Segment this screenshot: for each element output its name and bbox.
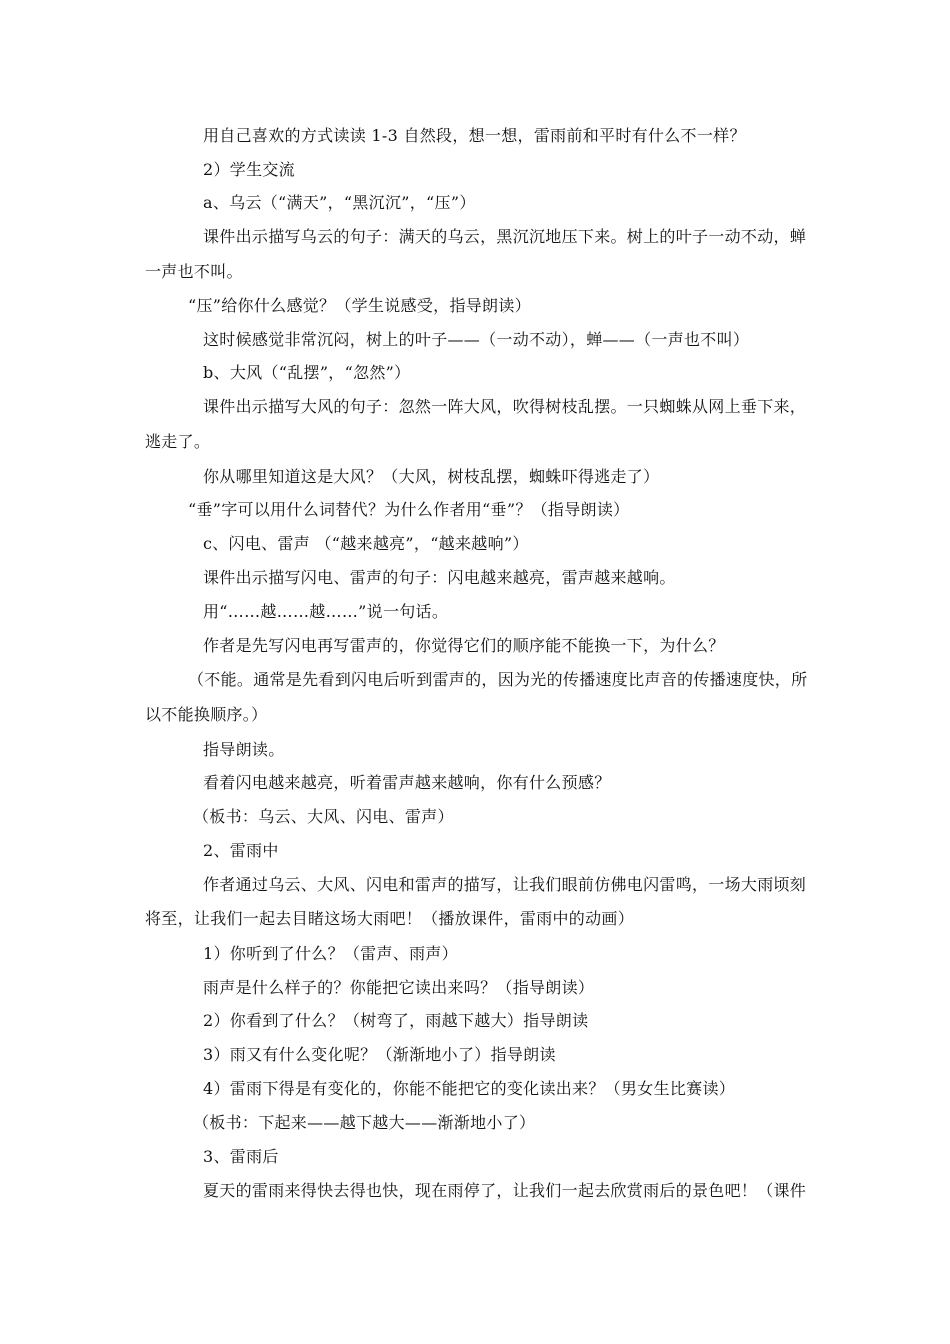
paragraph-line: 看着闪电越来越亮，听着雷声越来越响，你有什么预感？	[203, 773, 611, 792]
paragraph-line: 2）学生交流	[203, 160, 295, 179]
paragraph-line: 作者通过乌云、大风、闪电和雷声的描写，让我们眼前仿佛电闪雷鸣，一场大雨顷刻	[203, 875, 807, 894]
paragraph-line: （板书：乌云、大风、闪电、雷声）	[193, 807, 454, 826]
paragraph-line: 课件出示描写大风的句子：忽然一阵大风，吹得树枝乱摆。一只蜘蛛从网上垂下来，	[203, 397, 807, 416]
paragraph-line: a、乌云（“满天”，“黑沉沉”，“压”）	[203, 193, 476, 212]
paragraph-line: 雨声是什么样子的？你能把它读出来吗？（指导朗读）	[203, 978, 595, 997]
paragraph-line: “压”给你什么感觉？（学生说感受，指导朗读）	[188, 296, 531, 315]
section-heading: 3、雷雨后	[203, 1147, 279, 1166]
paragraph-line: 一声也不叫。	[145, 262, 243, 281]
paragraph-line: 你从哪里知道这是大风？（大风，树枝乱摆，蜘蛛吓得逃走了）	[203, 467, 660, 486]
paragraph-line: 4）雷雨下得是有变化的，你能不能把它的变化读出来？（男女生比赛读）	[203, 1079, 736, 1098]
paragraph-line: 课件出示描写闪电、雷声的句子：闪电越来越亮，雷声越来越响。	[203, 568, 676, 587]
paragraph-line: 用自己喜欢的方式读读 1-3 自然段，想一想，雷雨前和平时有什么不一样？	[203, 126, 746, 145]
paragraph-line: c、闪电、雷声 （“越来越亮”，“越来越响”）	[203, 534, 529, 553]
paragraph-line: 以不能换顺序。）	[145, 705, 268, 724]
paragraph-line: 作者是先写闪电再写雷声的，你觉得它们的顺序能不能换一下，为什么？	[203, 636, 725, 655]
paragraph-line: 夏天的雷雨来得快去得也快，现在雨停了，让我们一起去欣赏雨后的景色吧！（课件	[203, 1181, 807, 1200]
paragraph-line: 课件出示描写乌云的句子：满天的乌云，黑沉沉地压下来。树上的叶子一动不动，蝉	[203, 227, 807, 246]
paragraph-line: 用“……越……越……”说一句话。	[203, 602, 449, 621]
paragraph-line: 将至，让我们一起去目睹这场大雨吧！（播放课件，雷雨中的动画）	[145, 909, 635, 928]
paragraph-line: “垂”字可以用什么词替代？为什么作者用“垂”？（指导朗读）	[188, 500, 630, 519]
paragraph-line: 3）雨又有什么变化呢？（渐渐地小了）指导朗读	[203, 1045, 556, 1064]
paragraph-line: 逃走了。	[145, 432, 211, 451]
section-heading: 2、雷雨中	[203, 841, 279, 860]
paragraph-line: （不能。通常是先看到闪电后听到雷声的，因为光的传播速度比声音的传播速度快，所	[188, 670, 808, 689]
paragraph-line: b、大风（“乱摆”，“忽然”）	[203, 363, 411, 382]
paragraph-line: （板书：下起来——越下越大——渐渐地小了）	[193, 1113, 536, 1132]
paragraph-line: 指导朗读。	[203, 740, 285, 759]
paragraph-line: 2）你看到了什么？（树弯了，雨越下越大）指导朗读	[203, 1011, 589, 1030]
paragraph-line: 这时候感觉非常沉闷，树上的叶子——（一动不动），蝉——（一声也不叫）	[203, 330, 750, 349]
paragraph-line: 1）你听到了什么？（雷声、雨声）	[203, 944, 458, 963]
